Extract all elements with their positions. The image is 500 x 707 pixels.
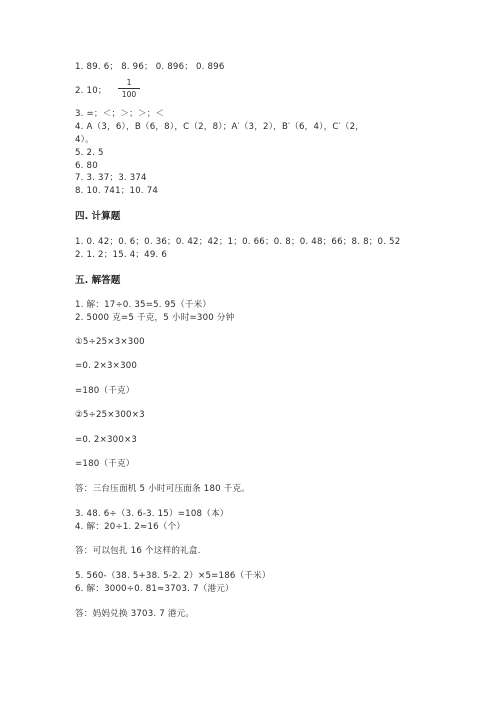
method-2-step-1: ②5÷25×300×3: [75, 410, 145, 420]
method-1-step-3: =180（千克）: [75, 386, 135, 396]
fraction-numerator: 1: [118, 78, 140, 89]
method-2-step-3: =180（千克）: [75, 459, 135, 469]
method-1-step-2: =0. 2×3×300: [75, 361, 138, 371]
fraction-one-hundredth: [118, 78, 140, 99]
solution-line-1: 1. 解：17÷0. 35=5. 95（千米）: [75, 300, 212, 310]
solution-line-5: 5. 560-（38. 5+38. 5-2. 2）×5=186（千米）: [75, 571, 271, 581]
calc-line-1: 1. 0. 42；0. 6；0. 36；0. 42；42；1；0. 66；0. 8；0. 48；66；8. 8；0. 52: [75, 237, 401, 247]
fraction-denominator: 100: [121, 90, 137, 99]
section-heading-calculation: 四. 计算题: [75, 211, 121, 222]
answer-line-3: 3. =；＜；＞；＞；＜: [75, 109, 165, 119]
answer-line-8: 8. 10. 741；10. 74: [75, 186, 159, 196]
solution-line-6: 6. 解：3000÷0. 81≈3703. 7（港元）: [75, 584, 234, 594]
answer-line-2: 2. 10；: [75, 86, 107, 96]
answer-line-4a: 4. A（3，6），B（6，8），C（2，8）；A′（3，2），B′（6，4），C′（2，: [75, 122, 365, 132]
calc-line-2: 2. 1. 2；15. 4；49. 6: [75, 250, 168, 260]
method-1-step-1: ①5÷25×3×300: [75, 337, 145, 347]
section-heading-solutions: 五. 解答题: [75, 275, 121, 286]
solution-line-2: 2. 5000 克=5 千克，5 小时=300 分钟: [75, 313, 235, 323]
answer-line-7: 7. 3. 37；3. 374: [75, 173, 147, 183]
answer-statement-6: 答：妈妈兑换 3703. 7 港元。: [75, 609, 195, 619]
answer-statement-2: 答：三台压面机 5 小时可压面条 180 千克。: [75, 484, 251, 494]
solution-line-4: 4. 解：20÷1. 2≈16（个）: [75, 522, 186, 532]
answer-line-5: 5. 2. 5: [75, 148, 104, 158]
method-2-step-2: =0. 2×300×3: [75, 435, 138, 445]
answer-line-1: 1. 89. 6； 8. 96； 0. 896； 0. 896: [75, 62, 225, 72]
answer-statement-4: 答：可以包扎 16 个这样的礼盒.: [75, 546, 201, 556]
answer-line-4b: 4）。: [75, 135, 94, 145]
solution-line-3: 3. 48. 6÷（3. 6-3. 15）=108（本）: [75, 509, 229, 519]
answer-line-6: 6. 80: [75, 161, 98, 171]
